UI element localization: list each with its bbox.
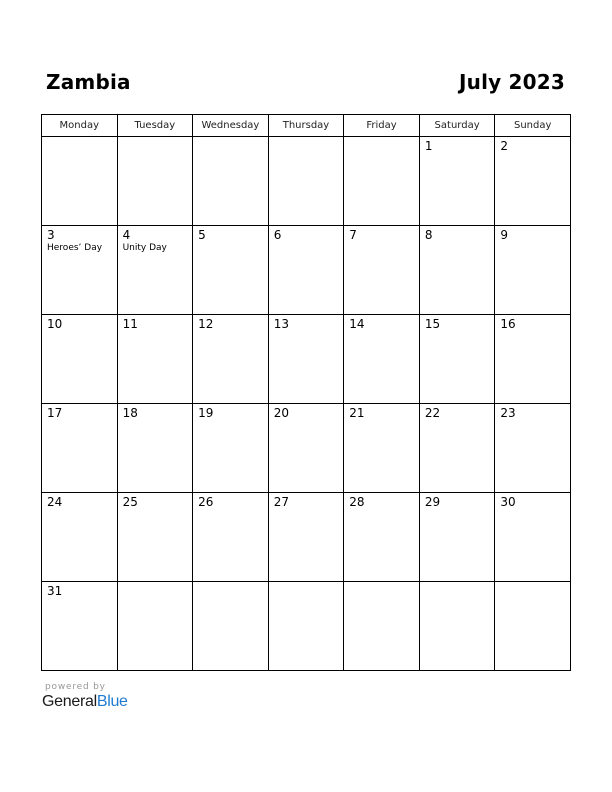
calendar-grid	[41, 114, 571, 671]
day-number	[42, 137, 117, 140]
day-number: 23	[500, 406, 516, 420]
day-number	[118, 137, 193, 140]
week-row	[42, 582, 571, 671]
day-cell	[42, 493, 118, 582]
day-number	[193, 582, 268, 585]
day-cell	[42, 226, 118, 315]
day-number: 13	[273, 317, 289, 331]
day-number: 28	[349, 495, 365, 509]
day-number: 18	[122, 406, 138, 420]
week-row	[42, 315, 571, 404]
holiday-label: Heroes’ Day	[47, 243, 103, 253]
day-number: 17	[47, 406, 63, 420]
weekday-header-row	[42, 115, 571, 137]
weekday-saturday: Saturday	[419, 115, 495, 137]
weekday-thursday: Thursday	[268, 115, 344, 137]
day-cell	[344, 137, 420, 226]
weekday-friday: Friday	[344, 115, 420, 137]
day-cell	[495, 226, 571, 315]
day-cell	[495, 137, 571, 226]
powered-by-text: powered by	[45, 682, 106, 692]
day-number	[344, 582, 419, 585]
day-number	[495, 582, 570, 585]
day-number: 3	[47, 228, 55, 242]
day-number: 14	[349, 317, 365, 331]
day-number: 7	[349, 228, 357, 242]
weekday-monday: Monday	[42, 115, 118, 137]
day-cell	[344, 404, 420, 493]
day-number: 27	[273, 495, 289, 509]
day-cell	[495, 493, 571, 582]
day-number: 8	[424, 228, 433, 242]
day-cell	[193, 226, 269, 315]
day-cell	[117, 582, 193, 671]
day-number: 16	[500, 317, 516, 331]
day-cell	[42, 315, 118, 404]
weekday-wednesday: Wednesday	[193, 115, 269, 137]
day-number: 4	[122, 228, 131, 242]
day-number: 11	[122, 317, 138, 331]
day-number: 2	[500, 139, 509, 153]
day-cell	[495, 315, 571, 404]
holiday-label: Unity Day	[122, 243, 167, 253]
day-cell	[344, 315, 420, 404]
day-number: 1	[424, 139, 433, 153]
day-number: 20	[273, 406, 289, 420]
week-row	[42, 404, 571, 493]
day-number: 12	[198, 317, 214, 331]
week-row	[42, 137, 571, 226]
day-number: 25	[122, 495, 138, 509]
day-number: 5	[198, 228, 206, 242]
calendar-body	[42, 137, 571, 671]
day-number	[269, 137, 344, 140]
day-number: 19	[198, 406, 214, 420]
day-number	[118, 582, 193, 585]
day-cell	[193, 404, 269, 493]
week-row	[42, 226, 571, 315]
day-cell	[495, 404, 571, 493]
day-cell	[193, 315, 269, 404]
day-number: 26	[198, 495, 214, 509]
day-number: 21	[349, 406, 365, 420]
day-number	[420, 582, 495, 585]
day-number: 31	[47, 584, 63, 598]
day-number: 10	[47, 317, 63, 331]
week-row	[42, 493, 571, 582]
day-cell	[419, 137, 495, 226]
day-cell	[193, 137, 269, 226]
day-cell	[268, 493, 344, 582]
day-cell	[268, 137, 344, 226]
day-cell	[419, 315, 495, 404]
weekday-sunday: Sunday	[495, 115, 571, 137]
day-cell	[117, 137, 193, 226]
weekday-tuesday: Tuesday	[117, 115, 193, 137]
day-cell	[344, 493, 420, 582]
day-number	[344, 137, 419, 140]
day-number: 9	[500, 228, 509, 242]
day-cell	[117, 315, 193, 404]
country-title: Zambia	[46, 70, 131, 94]
day-cell	[419, 226, 495, 315]
day-cell	[117, 493, 193, 582]
day-cell	[419, 582, 495, 671]
brand-general-text: General	[42, 693, 97, 710]
day-number: 29	[424, 495, 441, 509]
day-cell	[268, 315, 344, 404]
day-cell	[117, 226, 193, 315]
brand-blue-text: Blue	[96, 693, 128, 710]
day-number	[193, 137, 268, 140]
day-cell	[268, 582, 344, 671]
day-cell	[268, 226, 344, 315]
day-cell	[344, 226, 420, 315]
day-cell	[344, 582, 420, 671]
day-cell	[495, 582, 571, 671]
day-number: 6	[273, 228, 282, 242]
day-cell	[42, 137, 118, 226]
day-number	[269, 582, 344, 585]
day-cell	[268, 404, 344, 493]
day-cell	[419, 493, 495, 582]
day-cell	[419, 404, 495, 493]
day-number: 30	[500, 495, 516, 509]
day-number: 24	[47, 495, 63, 509]
day-cell	[193, 582, 269, 671]
day-cell	[193, 493, 269, 582]
day-cell	[42, 404, 118, 493]
generalblue-logo	[42, 693, 128, 711]
day-cell	[117, 404, 193, 493]
day-number: 22	[424, 406, 441, 420]
day-cell	[42, 582, 118, 671]
month-title: July 2023	[459, 70, 565, 94]
day-number: 15	[424, 317, 441, 331]
